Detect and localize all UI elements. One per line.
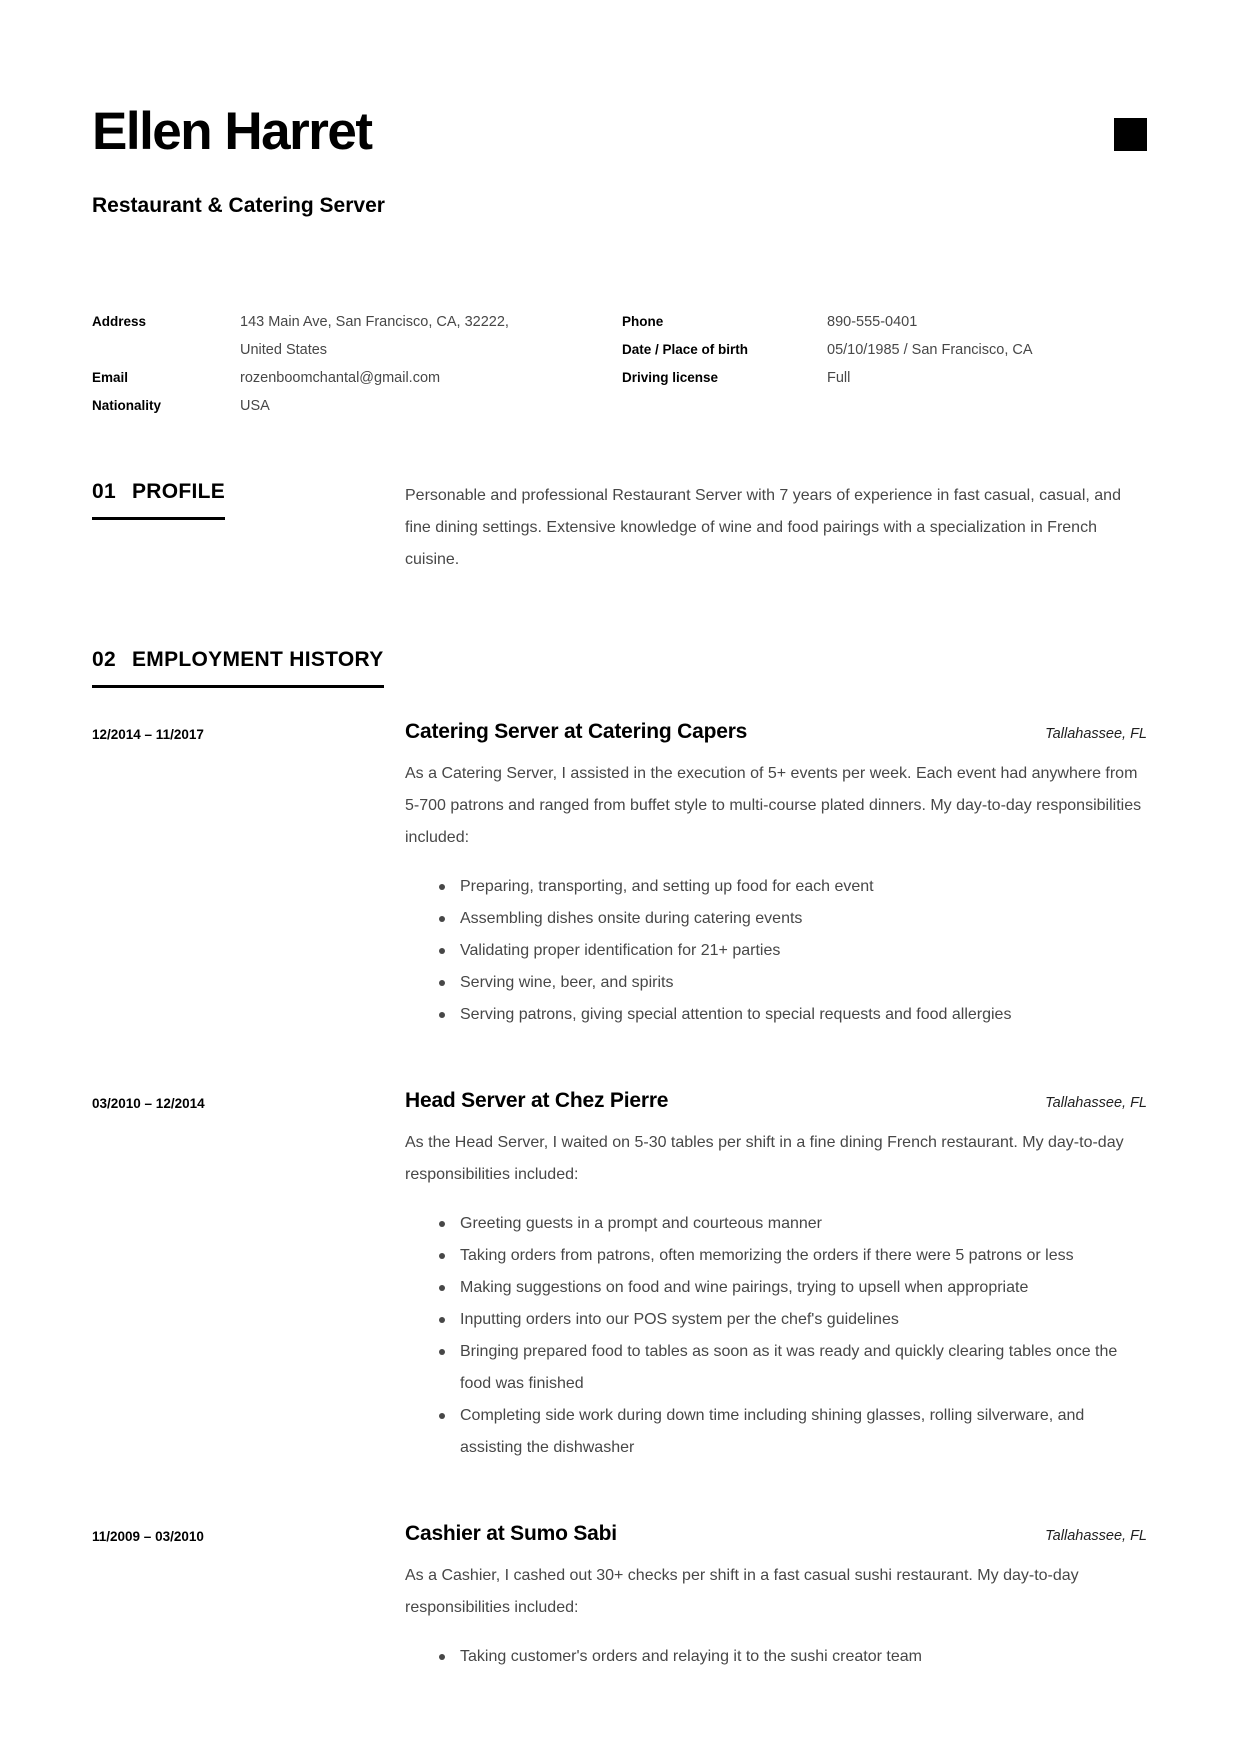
job-bullet: Making suggestions on food and wine pairings, trying to upsell when appropriate: [405, 1272, 1147, 1304]
employment-section-title: EMPLOYMENT HISTORY: [131, 648, 384, 671]
job-bullet: Assembling dishes onsite during catering events: [405, 903, 1147, 935]
job-location: Tallahassee, FL: [1045, 726, 1147, 742]
contact-row-license: [622, 364, 1147, 392]
header: [92, 102, 1147, 161]
person-job-title: Restaurant & Catering Server: [92, 194, 385, 217]
profile-section-heading: [92, 480, 225, 520]
license-label: Driving license: [622, 370, 719, 385]
birth-label: Date / Place of birth: [622, 342, 749, 357]
job-bullet: Preparing, transporting, and setting up food for each event: [405, 871, 1147, 903]
contact-column-left: [92, 308, 622, 420]
job-title: Head Server at Chez Pierre: [405, 1089, 669, 1112]
job-bullet-list: [405, 871, 1147, 1031]
job-title: Cashier at Sumo Sabi: [405, 1522, 617, 1545]
job-bullet: Taking customer's orders and relaying it to the sushi creator team: [405, 1641, 1147, 1673]
license-value: Full: [827, 370, 851, 386]
contact-details: [92, 308, 1147, 420]
job-summary: As a Cashier, I cashed out 30+ checks per shift in a fast casual sushi restaurant. My day-to-day responsibilities included:: [405, 1567, 1079, 1616]
job-main: [405, 1522, 1147, 1673]
employment-section-number: 02: [92, 648, 116, 671]
contact-row-birth: [622, 336, 1147, 364]
profile-heading-cell: [92, 480, 405, 520]
email-label: Email: [92, 370, 129, 385]
profile-section: [92, 480, 1147, 576]
job-title-row: [405, 720, 1147, 744]
job-bullet: Bringing prepared food to tables as soon as it was ready and quickly clearing tables once the food was finished: [405, 1336, 1147, 1400]
job-entry: [92, 1522, 1147, 1673]
job-bullet: Inputting orders into our POS system per the chef's guidelines: [405, 1304, 1147, 1336]
job-bullet-list: [405, 1208, 1147, 1464]
job-entry: [92, 720, 1147, 1031]
job-bullet: Serving wine, beer, and spirits: [405, 967, 1147, 999]
contact-column-right: [622, 308, 1147, 420]
profile-text: Personable and professional Restaurant Server with 7 years of experience in fast casual, casual, and fine dining settings. Extensive knowledge of wine and food pairings with a specialization in French cuisine.: [405, 487, 1121, 568]
job-bullet: Validating proper identification for 21+ parties: [405, 935, 1147, 967]
job-dates: 11/2009 – 03/2010: [92, 1529, 204, 1544]
address-label: Address: [92, 314, 147, 329]
contact-row-email: [92, 364, 622, 392]
profile-section-title: PROFILE: [131, 480, 226, 503]
profile-section-number: 01: [92, 480, 116, 503]
employment-section-heading: [92, 648, 384, 688]
birth-value: 05/10/1985 / San Francisco, CA: [827, 342, 1033, 358]
job-dates: 12/2014 – 11/2017: [92, 727, 204, 742]
job-summary: As the Head Server, I waited on 5-30 tables per shift in a fine dining French restaurant. My day-to-day responsibilities included:: [405, 1134, 1124, 1183]
phone-label: Phone: [622, 314, 664, 329]
nationality-label: Nationality: [92, 398, 162, 413]
job-main: [405, 1089, 1147, 1464]
contact-row-address: [92, 308, 622, 364]
job-bullet: Serving patrons, giving special attention to special requests and food allergies: [405, 999, 1147, 1031]
job-bullet: Taking orders from patrons, often memorizing the orders if there were 5 patrons or less: [405, 1240, 1147, 1272]
job-location: Tallahassee, FL: [1045, 1095, 1147, 1111]
nationality-value: USA: [240, 398, 270, 414]
job-bullet: Greeting guests in a prompt and courteous manner: [405, 1208, 1147, 1240]
job-dates: 03/2010 – 12/2014: [92, 1096, 205, 1111]
job-title: Catering Server at Catering Capers: [405, 720, 748, 743]
contact-row-phone: [622, 308, 1147, 336]
jobs-list: [92, 720, 1147, 1673]
contact-row-nationality: [92, 392, 622, 420]
person-name: Ellen Harret: [92, 102, 372, 161]
job-bullet: Completing side work during down time including shining glasses, rolling silverware, and assisting the dishwasher: [405, 1400, 1147, 1464]
job-entry: [92, 1089, 1147, 1464]
job-main: [405, 720, 1147, 1031]
phone-value: 890-555-0401: [827, 314, 918, 330]
job-title-row: [405, 1089, 1147, 1113]
job-title-row: [405, 1522, 1147, 1546]
employment-section: [92, 648, 1147, 688]
email-value: rozenboomchantal@gmail.com: [240, 370, 441, 386]
job-location: Tallahassee, FL: [1045, 1528, 1147, 1544]
black-square-icon: [1114, 118, 1147, 151]
job-bullet-list: [405, 1641, 1147, 1673]
address-value: 143 Main Ave, San Francisco, CA, 32222, United States: [240, 314, 509, 358]
job-summary: As a Catering Server, I assisted in the execution of 5+ events per week. Each event had anywhere from 5-700 patrons and ranged from buffet style to multi-course plated dinners. My day-to-day responsibilities included:: [405, 765, 1142, 846]
